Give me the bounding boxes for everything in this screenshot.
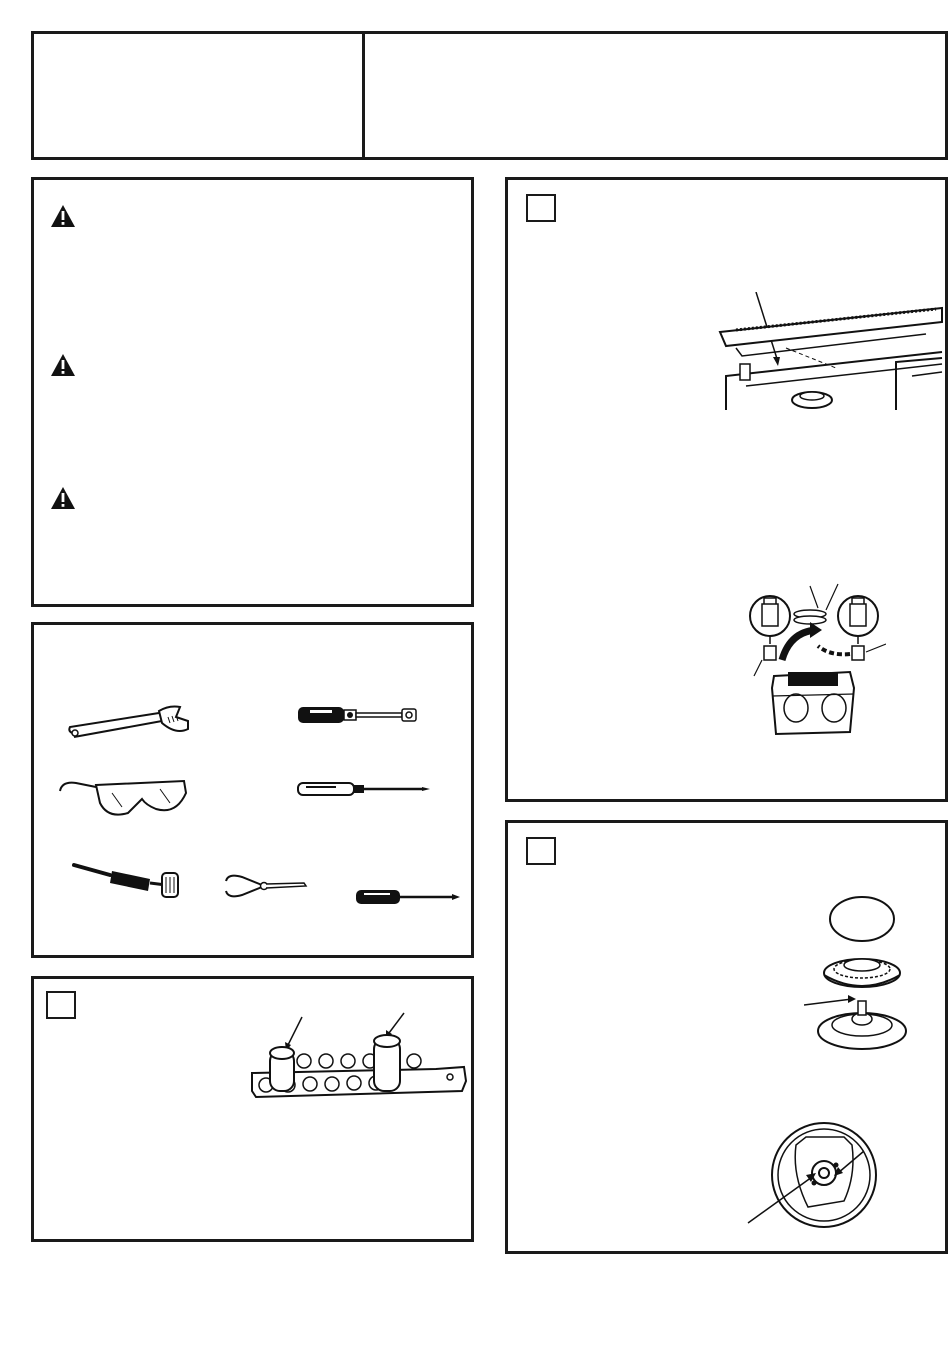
burner-exploded-illustration [804,893,914,1059]
warning-triangle-icon [50,353,76,377]
header-box [31,31,948,160]
orifice-kit-panel [31,976,474,1242]
regulator-cap-illustration [726,580,886,740]
regulator-conversion-panel [505,177,948,802]
tools-panel [31,622,474,958]
burner-base-top-view-illustration [744,1115,884,1245]
pliers-icon [222,871,312,901]
cooktop-rail-illustration [716,292,946,410]
safety-glasses-icon [56,771,196,821]
phillips-screwdriver-icon [354,887,464,907]
socket-driver-icon [70,855,190,905]
burner-orifice-panel [505,820,948,1254]
warning-triangle-icon [50,486,76,510]
step-number-box [46,991,76,1019]
adjustable-wrench-icon [64,703,204,743]
nut-driver-icon [296,703,426,727]
step-number-box [526,194,556,222]
header-divider [362,34,365,157]
warning-triangle-icon [50,204,76,228]
flat-screwdriver-icon [296,779,436,799]
orifice-holder-illustration [246,1007,476,1117]
warnings-panel [31,177,474,607]
step-number-box [526,837,556,865]
